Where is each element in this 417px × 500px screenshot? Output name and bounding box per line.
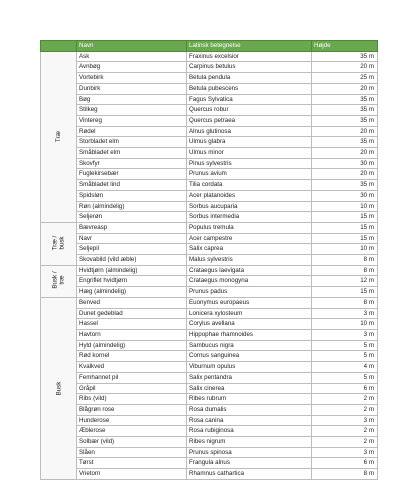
cell-latin: Carpinus betulus <box>187 62 312 73</box>
cell-latin: Crataegus monogyna <box>187 276 312 287</box>
cell-height: 35 m <box>312 180 378 191</box>
cell-latin: Quercus robur <box>187 105 312 116</box>
cell-name: Hvidtjørn (almindelig) <box>77 265 187 276</box>
table-row <box>41 340 378 351</box>
cell-latin: Alnus glutinosa <box>187 126 312 137</box>
group-label-line: Busk <box>54 381 62 395</box>
cell-height: 5 m <box>312 351 378 362</box>
cell-latin: Ribes rubrum <box>187 394 312 405</box>
cell-height: 30 m <box>312 158 378 169</box>
cell-height: 30 m <box>312 190 378 201</box>
cell-height: 35 m <box>312 137 378 148</box>
table-row <box>41 404 378 415</box>
cell-latin: Rosa canina <box>187 415 312 426</box>
table-row <box>41 415 378 426</box>
cell-height: 20 m <box>312 148 378 159</box>
table-row <box>41 169 378 180</box>
table-row <box>41 115 378 126</box>
table-body <box>41 51 378 479</box>
cell-name: Vortebirk <box>77 73 187 84</box>
cell-latin: Rosa rubiginosa <box>187 426 312 437</box>
plant-height-table <box>40 40 378 480</box>
table-row <box>41 255 378 266</box>
cell-height: 5 m <box>312 340 378 351</box>
cell-latin: Ribes nigrum <box>187 437 312 448</box>
cell-name: Engriflet hvidtjørn <box>77 276 187 287</box>
cell-height: 15 m <box>312 233 378 244</box>
table-row <box>41 469 378 480</box>
cell-latin: Sorbus aucuparia <box>187 201 312 212</box>
cell-name: Skovfyr <box>77 158 187 169</box>
cell-latin: Ulmus glabra <box>187 137 312 148</box>
table-row <box>41 437 378 448</box>
table-row <box>41 287 378 298</box>
group-label-line: Busk / <box>51 271 59 290</box>
cell-name: Tørst <box>77 458 187 469</box>
cell-name: Blågrøn rose <box>77 404 187 415</box>
cell-height: 3 m <box>312 329 378 340</box>
cell-name: Hassel <box>77 319 187 330</box>
cell-name: Seljepil <box>77 244 187 255</box>
table-row <box>41 105 378 116</box>
group-label-cell <box>41 222 77 265</box>
cell-latin: Fraxinus excelsior <box>187 51 312 62</box>
cell-latin: Tilia cordata <box>187 180 312 191</box>
table-row <box>41 126 378 137</box>
header-group <box>41 41 77 52</box>
cell-name: Småbladet lind <box>77 180 187 191</box>
table-row <box>41 394 378 405</box>
cell-latin: Viburnum opulus <box>187 362 312 373</box>
table-row <box>41 222 378 233</box>
cell-latin: Sorbus intermedia <box>187 212 312 223</box>
header-latin: Latinsk betegnelse <box>187 41 312 52</box>
table-row <box>41 426 378 437</box>
cell-name: Stilkeg <box>77 105 187 116</box>
cell-height: 15 m <box>312 212 378 223</box>
table-row <box>41 94 378 105</box>
cell-height: 6 m <box>312 383 378 394</box>
cell-height: 20 m <box>312 169 378 180</box>
cell-latin: Acer campestre <box>187 233 312 244</box>
cell-name: Benved <box>77 297 187 308</box>
cell-latin: Salix cinerea <box>187 383 312 394</box>
group-label <box>55 381 62 395</box>
cell-latin: Malus sylvestris <box>187 255 312 266</box>
cell-latin: Salix pentandra <box>187 372 312 383</box>
cell-name: Dunbirk <box>77 83 187 94</box>
table-row <box>41 233 378 244</box>
table-row <box>41 148 378 159</box>
cell-latin: Betula pubescens <box>187 83 312 94</box>
cell-latin: Salix caprea <box>187 244 312 255</box>
group-label <box>51 272 65 289</box>
cell-name: Hæg (almindelig) <box>77 287 187 298</box>
cell-height: 8 m <box>312 469 378 480</box>
table-row <box>41 447 378 458</box>
cell-name: Solbær (vild) <box>77 437 187 448</box>
table-row <box>41 329 378 340</box>
table-row <box>41 351 378 362</box>
cell-height: 2 m <box>312 426 378 437</box>
cell-latin: Crataegus laevigata <box>187 265 312 276</box>
cell-name: Rødel <box>77 126 187 137</box>
cell-name: Seljerøn <box>77 212 187 223</box>
cell-height: 25 m <box>312 73 378 84</box>
cell-height: 10 m <box>312 244 378 255</box>
cell-height: 8 m <box>312 297 378 308</box>
cell-height: 20 m <box>312 83 378 94</box>
cell-latin: Acer platanoides <box>187 190 312 201</box>
cell-height: 10 m <box>312 319 378 330</box>
cell-name: Navr <box>77 233 187 244</box>
table-row <box>41 308 378 319</box>
cell-height: 35 m <box>312 105 378 116</box>
cell-latin: Lonicera xylosteum <box>187 308 312 319</box>
table-row <box>41 62 378 73</box>
plant-table-container <box>40 40 377 480</box>
group-label-line: træ <box>58 275 66 286</box>
cell-height: 2 m <box>312 404 378 415</box>
table-row <box>41 297 378 308</box>
cell-latin: Pinus sylvestris <box>187 158 312 169</box>
group-label-cell <box>41 265 77 297</box>
cell-latin: Quercus petraea <box>187 115 312 126</box>
cell-name: Rød kornel <box>77 351 187 362</box>
cell-height: 35 m <box>312 51 378 62</box>
cell-name: Gråpil <box>77 383 187 394</box>
table-row <box>41 276 378 287</box>
cell-height: 8 m <box>312 265 378 276</box>
cell-height: 35 m <box>312 115 378 126</box>
table-row <box>41 201 378 212</box>
cell-latin: Cornus sanguinea <box>187 351 312 362</box>
cell-name: Avnbøg <box>77 62 187 73</box>
cell-name: Hyld (almindelig) <box>77 340 187 351</box>
cell-latin: Euonymus europaeus <box>187 297 312 308</box>
cell-latin: Hippophae rhamnoides <box>187 329 312 340</box>
cell-name: Storbladet elm <box>77 137 187 148</box>
cell-latin: Populus tremula <box>187 222 312 233</box>
table-row <box>41 212 378 223</box>
cell-height: 4 m <box>312 362 378 373</box>
cell-height: 6 m <box>312 458 378 469</box>
table-row <box>41 190 378 201</box>
table-row <box>41 137 378 148</box>
table-row <box>41 372 378 383</box>
cell-height: 20 m <box>312 126 378 137</box>
cell-name: Bævreasp <box>77 222 187 233</box>
cell-latin: Betula pendula <box>187 73 312 84</box>
group-label-line: Træ / <box>51 235 59 251</box>
cell-latin: Frangula alnus <box>187 458 312 469</box>
cell-name: Bøg <box>77 94 187 105</box>
cell-name: Æblerose <box>77 426 187 437</box>
cell-latin: Ulmus minor <box>187 148 312 159</box>
table-row <box>41 383 378 394</box>
group-label-cell <box>41 297 77 479</box>
cell-name: Småbladet elm <box>77 148 187 159</box>
cell-height: 3 m <box>312 447 378 458</box>
cell-height: 2 m <box>312 394 378 405</box>
cell-latin: Rhamnus cathartica <box>187 469 312 480</box>
cell-name: Femhannet pil <box>77 372 187 383</box>
header-name: Navn <box>77 41 187 52</box>
group-label-line: Træ <box>55 130 62 143</box>
cell-height: 15 m <box>312 222 378 233</box>
table-row <box>41 319 378 330</box>
cell-name: Dunet gedeblad <box>77 308 187 319</box>
cell-height: 5 m <box>312 372 378 383</box>
cell-latin: Prunus padus <box>187 287 312 298</box>
group-label-line: busk <box>58 236 66 250</box>
cell-height: 35 m <box>312 94 378 105</box>
header-row <box>41 41 378 52</box>
cell-latin: Prunus spinosa <box>187 447 312 458</box>
cell-height: 8 m <box>312 255 378 266</box>
cell-name: Havtorn <box>77 329 187 340</box>
cell-latin: Fagus Sylvatica <box>187 94 312 105</box>
table-row <box>41 158 378 169</box>
table-row <box>41 83 378 94</box>
table-row <box>41 458 378 469</box>
cell-name: Fuglekirsebær <box>77 169 187 180</box>
cell-height: 12 m <box>312 276 378 287</box>
cell-latin: Corylus avellana <box>187 319 312 330</box>
cell-name: Slåen <box>77 447 187 458</box>
cell-name: Ask <box>77 51 187 62</box>
cell-height: 15 m <box>312 287 378 298</box>
table-row <box>41 265 378 276</box>
cell-name: Skovabild (vild æble) <box>77 255 187 266</box>
cell-height: 20 m <box>312 62 378 73</box>
cell-name: Ribs (vild) <box>77 394 187 405</box>
cell-name: Røn (almindelig) <box>77 201 187 212</box>
cell-latin: Prunus avium <box>187 169 312 180</box>
table-row <box>41 362 378 373</box>
cell-name: Vintereg <box>77 115 187 126</box>
cell-height: 3 m <box>312 308 378 319</box>
group-label <box>55 131 62 142</box>
table-row <box>41 51 378 62</box>
group-label-cell <box>41 51 77 222</box>
table-row <box>41 244 378 255</box>
cell-height: 3 m <box>312 415 378 426</box>
cell-height: 2 m <box>312 437 378 448</box>
group-label <box>52 236 66 251</box>
cell-height: 10 m <box>312 201 378 212</box>
cell-latin: Rosa dumalis <box>187 404 312 415</box>
cell-name: Kvalkved <box>77 362 187 373</box>
cell-name: Vrietorn <box>77 469 187 480</box>
table-row <box>41 73 378 84</box>
cell-name: Spidsløn <box>77 190 187 201</box>
header-height: Højde <box>312 41 378 52</box>
cell-name: Hunderose <box>77 415 187 426</box>
cell-latin: Sambucus nigra <box>187 340 312 351</box>
table-row <box>41 180 378 191</box>
